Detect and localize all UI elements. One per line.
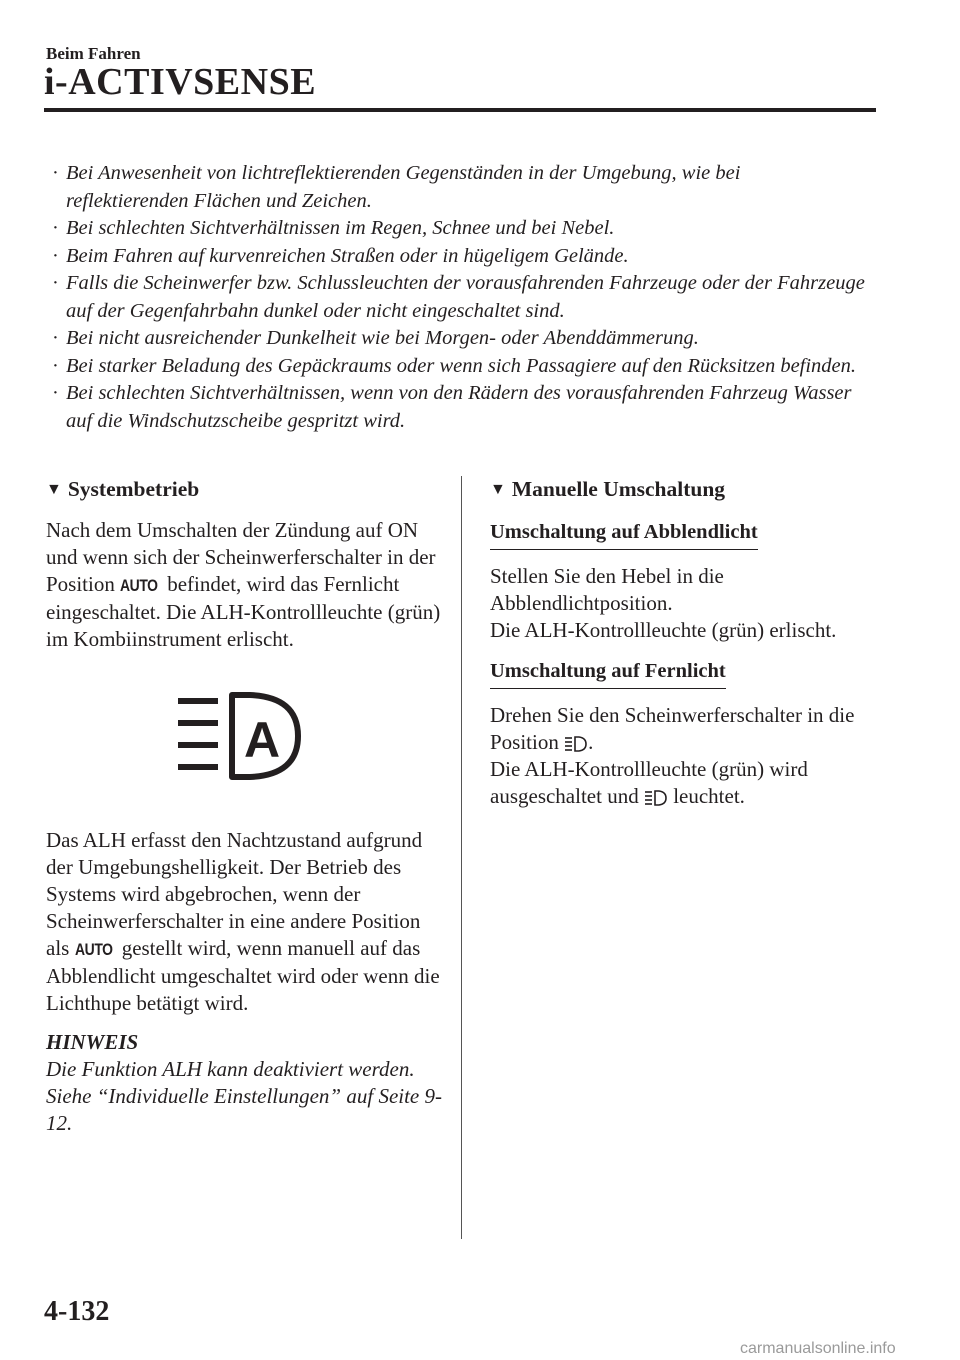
note-line: Die Funktion ALH kann deaktiviert werden. — [46, 1057, 415, 1081]
auto-position-icon: AUTO — [120, 576, 158, 595]
list-item: · Bei schlechten Sichtverhältnissen, wenn von den Rädern des vorausfahrenden Fahrzeug Wasser auf die Windschutzscheibe gespritzt wird. — [52, 382, 852, 432]
high-beam-icon — [565, 735, 587, 753]
list-item: · Bei Anwesenheit von lichtreflektierenden Gegenständen in der Umgebung, wie bei reflektierenden Flächen und Zeichen. — [52, 162, 741, 212]
bullet-icon: · — [52, 272, 59, 294]
alh-indicator-icon — [178, 691, 302, 781]
bullet-icon: · — [52, 244, 59, 267]
list-item: · Beim Fahren auf kurvenreichen Straßen oder in hügeligem Gelände. — [48, 243, 868, 271]
bullet-icon: · — [52, 217, 59, 239]
paragraph-abblendlicht-1: Stellen Sie den Hebel in die Abblendlichtposition. — [490, 564, 724, 615]
subheading-fernlicht: Umschaltung auf Fernlicht — [490, 658, 726, 689]
high-beam-icon — [645, 789, 667, 807]
note-title: HINWEIS — [46, 1030, 139, 1054]
page-number: 4-132 — [44, 1296, 110, 1327]
paragraph-detection: Das ALH erfasst den Nachtzustand aufgrund der Umgebungshelligkeit. Der Betrieb des Systems wird abgebrochen, wenn der Scheinwerferschalter in eine andere Position als AUTO gestellt wird, wenn manuell auf das Abblendlicht umgeschaltet wird oder wenn die Lichthupe betätigt wird. — [46, 828, 440, 1015]
auto-position-icon: AUTO — [74, 940, 113, 959]
chapter-title: i-ACTIVSENSE — [44, 61, 317, 103]
section-heading-manuelle-umschaltung: ▼ Manuelle Umschaltung — [490, 477, 726, 501]
paragraph-fernlicht-2: Die ALH-Kontrollleuchte (grün) wird ausgeschaltet und leuchtet. — [490, 757, 808, 808]
condition-list — [48, 160, 868, 435]
subheading-abblendlicht: Umschaltung auf Abblendlicht — [490, 519, 758, 550]
column-divider — [461, 476, 462, 1239]
list-item: · Bei schlechten Sichtverhältnissen im Regen, Schnee und bei Nebel. — [48, 215, 868, 243]
section-label: Beim Fahren — [46, 44, 141, 63]
list-item: · Bei nicht ausreichender Dunkelheit wie bei Morgen- oder Abenddämmerung. — [48, 325, 868, 353]
bullet-icon: · — [52, 162, 59, 184]
section-heading-systembetrieb: ▼ Systembetrieb — [46, 477, 200, 501]
svg-text:A: A — [243, 712, 281, 768]
left-column — [46, 476, 446, 1137]
triangle-down-icon: ▼ — [46, 481, 62, 498]
list-item: · Bei starker Beladung des Gepäckraums oder wenn sich Passagiere auf den Rücksitzen befinden. — [48, 353, 868, 381]
paragraph-fernlicht-1: Drehen Sie den Scheinwerferschalter in die Position . — [490, 703, 855, 754]
watermark: carmanualsonline.info — [740, 1340, 896, 1357]
bullet-icon: · — [52, 382, 59, 404]
header-rule — [44, 108, 876, 112]
bullet-icon: · — [52, 327, 59, 349]
bullet-icon: · — [52, 354, 59, 377]
right-column — [490, 476, 890, 810]
note-reference: Siehe “Individuelle Einstellungen” auf Seite 9-12. — [46, 1084, 442, 1135]
list-item: · Falls die Scheinwerfer bzw. Schlussleuchten der vorausfahrenden Fahrzeuge oder der Fahrzeuge auf der Gegenfahrbahn dunkel oder nicht eingeschaltet sind. — [52, 272, 865, 322]
paragraph-operation: Nach dem Umschalten der Zündung auf ON und wenn sich der Scheinwerferschalter in der Position AUTO befindet, wird das Fernlicht eingeschaltet. Die ALH-Kontrollleuchte (grün) im Kombiinstrument erlischt. — [46, 518, 441, 651]
paragraph-abblendlicht-2: Die ALH-Kontrollleuchte (grün) erlischt. — [490, 618, 837, 642]
triangle-down-icon: ▼ — [490, 481, 506, 498]
